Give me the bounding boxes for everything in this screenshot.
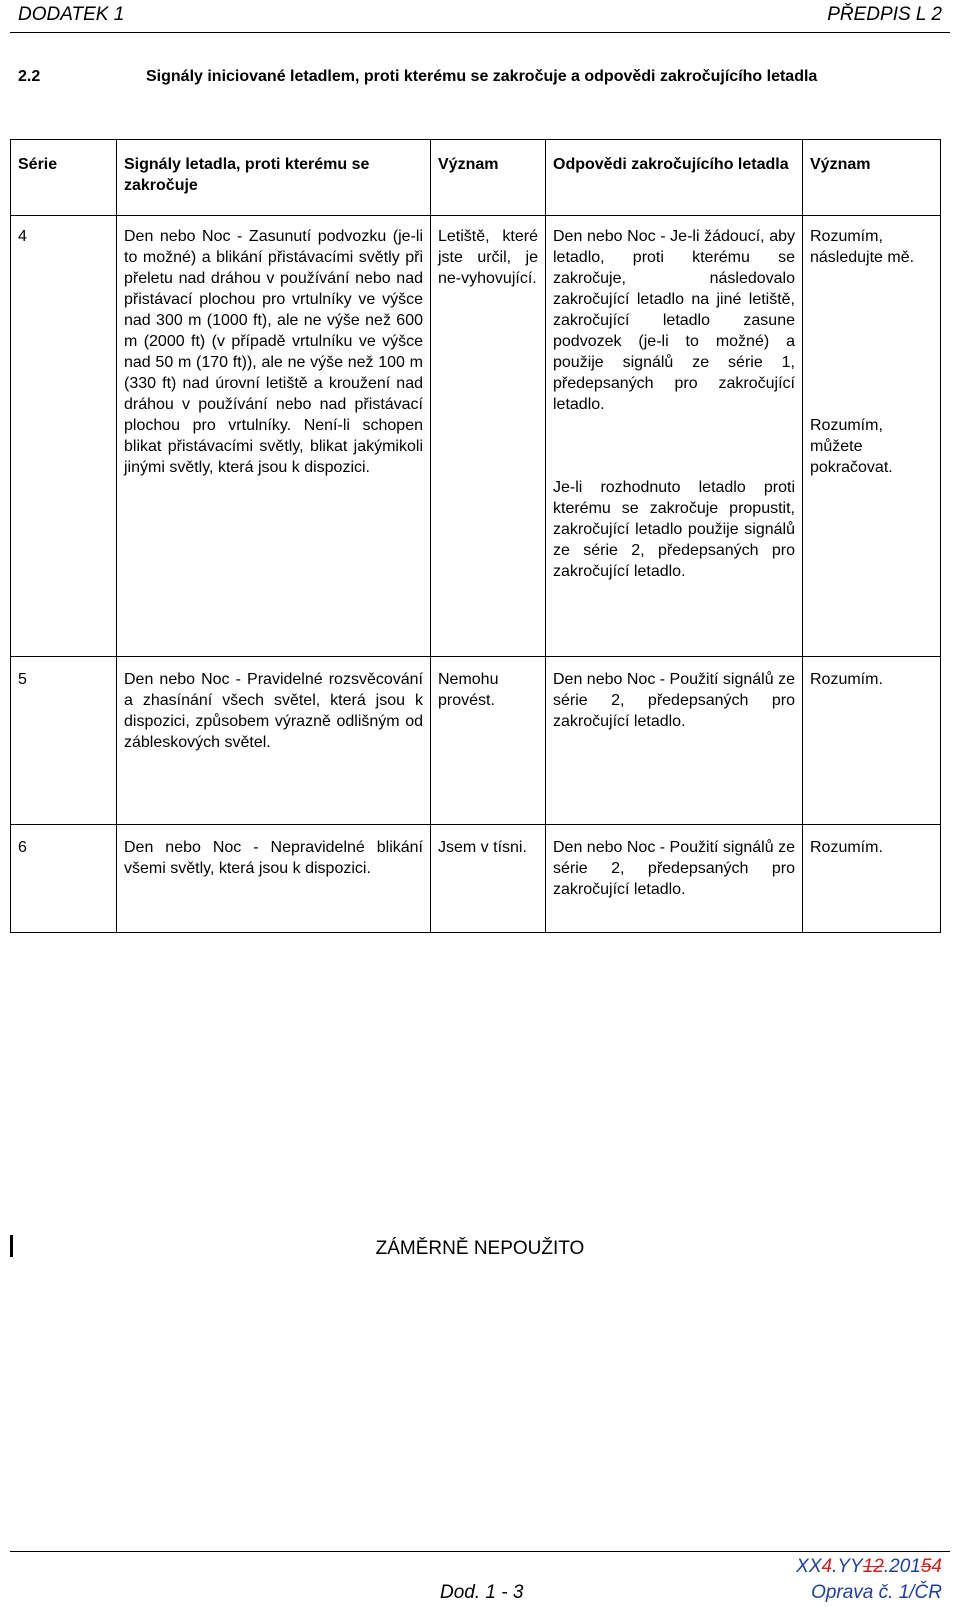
table-row [11,216,941,657]
meaning-continue: Rozumím, můžete pokračovat. [810,417,893,476]
header-rule [10,32,950,33]
meaning-cell: Nemohu provést. [431,657,546,825]
response-cell [546,216,803,657]
series-cell: 4 [11,216,117,657]
signals-table [10,139,941,933]
series-cell: 6 [11,825,117,933]
meaning-cell: Letiště, které jste určil, je ne-vyhovující. [431,216,546,657]
footer-rule [10,1551,950,1552]
intentionally-blank-note: ZÁMĚRNĚ NEPOUŽITO [375,1238,585,1259]
table-header-row [11,140,941,216]
response-cell: Den nebo Noc - Použití signálů ze série 2, předepsaných pro zakročující letadlo. [546,657,803,825]
col-header-meaning: Význam [431,140,546,216]
response-meaning-cell: Rozumím. [803,825,941,933]
header-regulation: PŘEDPIS L 2 [827,4,942,25]
response-meaning-cell [803,216,941,657]
response-release: Je-li rozhodnuto letadlo proti kterému se zakročuje propustit, zakročující letadlo použije signálů ze série 2, předepsaných pro zakročující letadlo. [553,479,795,580]
col-header-series: Série [11,140,117,216]
section-title: Signály iniciované letadlem, proti kterému se zakročuje a odpovědi zakročujícího letadla [146,68,818,85]
signal-cell: Den nebo Noc - Zasunutí podvozku (je-li to možné) a blikání přistávacími světly při přeletu nad dráhou v používání nebo nad přistávací plochou pro vrtulníky ve výšce nad 300 m (1000 ft), ale ne výše než 600 m (2000 ft) (v případě vrtulníku ve výšce nad 50 m (170 ft)), ale ne výše než 100 m (330 ft) nad úrovní letiště a kroužení nad dráhou v používání nebo nad přistávací plochou pro vrtulníky. Není-li schopen blikat přistávacími světly, blikat jakýmikoli jinými světly, která jsou k dispozici. [117,216,431,657]
footer-page-number: Dod. 1 - 3 [440,1582,524,1603]
col-header-signal: Signály letadla, proti kterému se zakročuje [117,140,431,216]
meaning-follow: Rozumím, následujte mě. [810,228,915,266]
header-appendix: DODATEK 1 [18,4,125,25]
section-number: 2.2 [18,68,41,85]
footer-date: XX4.YY12.20154 [796,1556,942,1577]
signal-cell: Den nebo Noc - Nepravidelné blikání všemi světly, která jsou k dispozici. [117,825,431,933]
footer-correction: Oprava č. 1/ČR [811,1582,942,1603]
col-header-response: Odpovědi zakročujícího letadla [546,140,803,216]
table-row [11,657,941,825]
table-row [11,825,941,933]
series-cell: 5 [11,657,117,825]
meaning-cell: Jsem v tísni. [431,825,546,933]
response-follow: Den nebo Noc - Je-li žádoucí, aby letadlo, proti kterému se zakročuje, následovalo zakročující letadlo na jiné letiště, zakročující letadlo zasune podvozek (je-li to možné) a použije signálů ze série 1, předepsaných pro zakročující letadlo. [553,228,795,413]
response-cell: Den nebo Noc - Použití signálů ze série 2, předepsaných pro zakročující letadlo. [546,825,803,933]
response-meaning-cell: Rozumím. [803,657,941,825]
signal-cell: Den nebo Noc - Pravidelné rozsvěcování a zhasínání všech světel, která jsou k dispozici, způsobem výrazně odlišným od zábleskových světel. [117,657,431,825]
col-header-response-meaning: Význam [803,140,941,216]
